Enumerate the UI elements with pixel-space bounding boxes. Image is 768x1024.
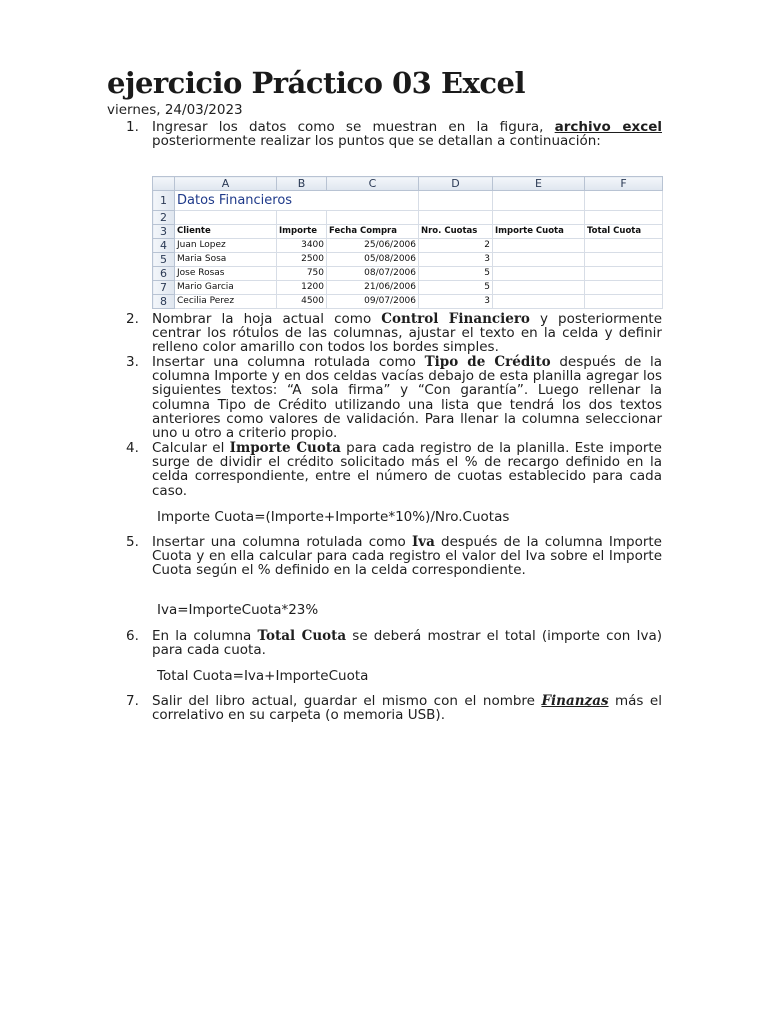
client-cell: Maria Sosa: [175, 253, 277, 267]
sheet-row: [153, 295, 663, 309]
row-number: 4: [153, 239, 175, 253]
item-emphasis: Iva: [411, 534, 435, 550]
item-number: 3.: [126, 354, 139, 370]
item-number: 7.: [126, 693, 139, 709]
column-header-row: [153, 177, 663, 191]
header-cell: Cliente: [175, 225, 277, 239]
list-item-2: [126, 312, 662, 355]
date-cell: 08/07/2006: [327, 267, 419, 281]
header-cell: Nro. Cuotas: [419, 225, 493, 239]
item-emphasis: Total Cuota: [257, 628, 347, 644]
item-emphasis: Tipo de Crédito: [424, 354, 551, 370]
item-text: Nombrar la hoja actual como: [152, 311, 382, 327]
installments-cell: 3: [419, 295, 493, 309]
header-cell: Total Cuota: [585, 225, 663, 239]
sheet-heading: Datos Financieros: [175, 191, 419, 211]
item-number: 2.: [126, 311, 139, 327]
list-item-4: [126, 441, 662, 498]
header-cell: Fecha Compra: [327, 225, 419, 239]
date-cell: 09/07/2006: [327, 295, 419, 309]
item-text: más el correlativo en su carpeta (o memoria USB).: [152, 693, 662, 724]
item-emphasis: Control Financiero: [381, 311, 530, 327]
item-emphasis: Importe Cuota: [229, 440, 341, 456]
row-number: 6: [153, 267, 175, 281]
date-cell: 25/06/2006: [327, 239, 419, 253]
row-number: 7: [153, 281, 175, 295]
row-number: 3: [153, 225, 175, 239]
item-text: se deberá mostrar el total (importe con Iva) para cada cuota.: [152, 628, 662, 659]
item-text: y posteriormente centrar los rótulos de las columnas, ajustar el texto en la celda y definir relleno color amarillo con todos los bordes simples.: [152, 311, 663, 356]
item-text: después de la columna Importe y en dos celdas vacías debajo de esta planilla agregar los siguientes textos: “A sola firma” y “Con garantía”. Luego rellenar la columna Tipo de Crédito utilizando una lista que tendrá los dos textos anteriores como valores de validación. Para llenar la columna seleccionar uno u otro a criterio propio.: [152, 354, 662, 442]
header-cell: Importe Cuota: [493, 225, 585, 239]
item-text: después de la columna Importe Cuota y en ella calcular para cada registro el valor del Iva sobre el Importe Cuota según el % definido en la celda correspondiente.: [152, 534, 662, 579]
formula-iva: Iva=ImporteCuota*23%: [157, 602, 319, 618]
amount-cell: 4500: [277, 295, 327, 309]
installments-cell: 3: [419, 253, 493, 267]
list-item-5: [126, 535, 662, 578]
sheet-row: [153, 281, 663, 295]
sheet-header-row: [153, 225, 663, 239]
amount-cell: 3400: [277, 239, 327, 253]
sheet-row: [153, 191, 663, 211]
client-cell: Cecilia Perez: [175, 295, 277, 309]
spreadsheet-figure: [152, 176, 662, 308]
amount-cell: 2500: [277, 253, 327, 267]
amount-cell: 1200: [277, 281, 327, 295]
item-text: Insertar una columna rotulada como: [152, 534, 412, 550]
item-text: para cada registro de la planilla. Este importe surge de dividir el crédito solicitado más el % de recargo definido en la celda correspondiente, entre el número de cuotas establecido para cada caso.: [152, 440, 662, 499]
item-text: Ingresar los datos como se muestran en la figura,: [152, 119, 555, 135]
formula-importe-cuota: Importe Cuota=(Importe+Importe*10%)/Nro.Cuotas: [157, 509, 510, 525]
formula-total-cuota: Total Cuota=Iva+ImporteCuota: [157, 668, 369, 684]
installments-cell: 2: [419, 239, 493, 253]
row-number: 2: [153, 211, 175, 225]
item-number: 5.: [126, 534, 139, 550]
column-letter: D: [419, 177, 493, 191]
installments-cell: 5: [419, 281, 493, 295]
client-cell: Jose Rosas: [175, 267, 277, 281]
item-number: 4.: [126, 440, 139, 456]
corner-cell: [153, 177, 175, 191]
row-number: 1: [153, 191, 175, 211]
header-cell: Importe: [277, 225, 327, 239]
item-number: 1.: [126, 119, 139, 135]
amount-cell: 750: [277, 267, 327, 281]
list-item-3: [126, 355, 662, 440]
list-item-1: [126, 120, 662, 148]
column-letter: E: [493, 177, 585, 191]
column-letter: C: [327, 177, 419, 191]
item-number: 6.: [126, 628, 139, 644]
sheet-row: [153, 253, 663, 267]
row-number: 5: [153, 253, 175, 267]
row-number: 8: [153, 295, 175, 309]
column-letter: A: [175, 177, 277, 191]
installments-cell: 5: [419, 267, 493, 281]
client-cell: Mario Garcia: [175, 281, 277, 295]
list-item-6: [126, 629, 662, 657]
item-emphasis: Finanzas: [541, 693, 609, 709]
column-letter: F: [585, 177, 663, 191]
sheet-row: [153, 267, 663, 281]
item-text: Salir del libro actual, guardar el mismo con el nombre: [152, 693, 542, 709]
item-text: Insertar una columna rotulada como: [152, 354, 425, 370]
item-emphasis: archivo excel: [554, 119, 662, 135]
item-text: En la columna: [152, 628, 258, 644]
item-text: Calcular el: [152, 440, 230, 456]
date-cell: 05/08/2006: [327, 253, 419, 267]
item-text: posteriormente realizar los puntos que se detallan a continuación:: [152, 133, 601, 150]
document-date: viernes, 24/03/2023: [107, 102, 243, 118]
sheet-row: [153, 239, 663, 253]
column-letter: B: [277, 177, 327, 191]
document-title: ejercicio Práctico 03 Excel: [107, 66, 525, 100]
list-item-7: [126, 694, 662, 722]
sheet-row: [153, 211, 663, 225]
client-cell: Juan Lopez: [175, 239, 277, 253]
date-cell: 21/06/2006: [327, 281, 419, 295]
